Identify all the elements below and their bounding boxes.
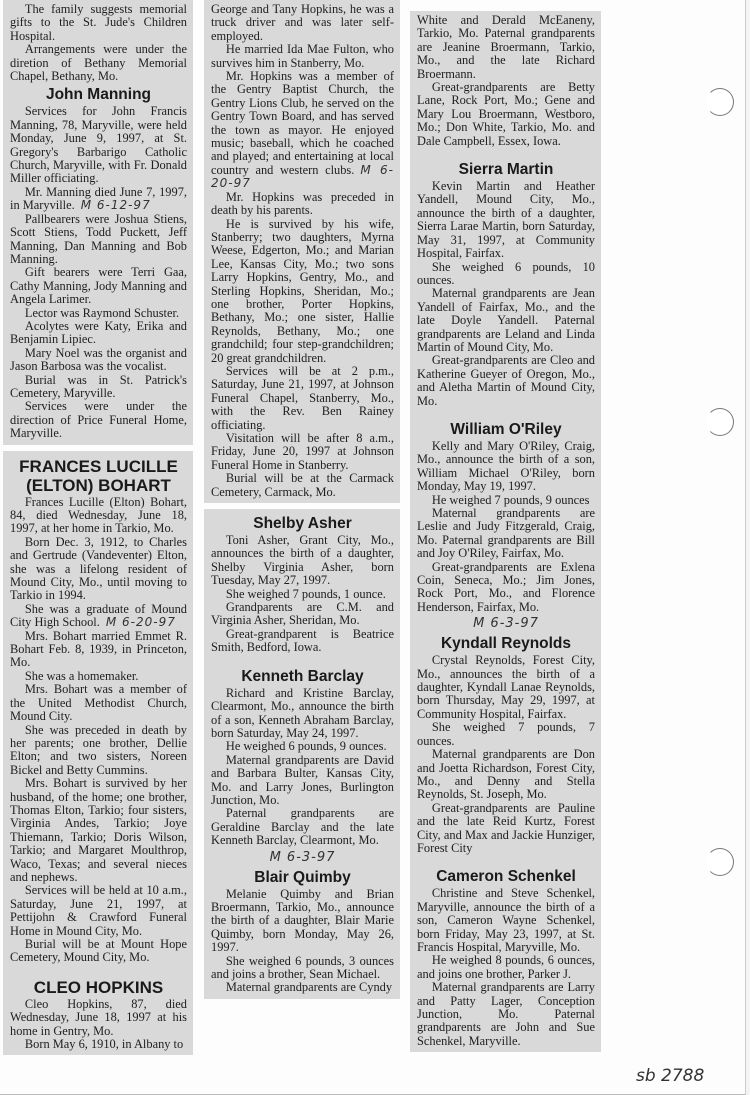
paragraph: [10, 938, 187, 965]
paragraph-text: Pallbearers were Joshua Stiens, Scott Stiens, Todd Puckett, Jeff Manning, Dan Manning and Bob Manning.: [10, 211, 187, 266]
paragraph: [417, 981, 595, 1048]
paragraph-text: She weighed 7 pounds, 7 ounces.: [417, 720, 595, 748]
paragraph: [211, 588, 394, 601]
paragraph: [417, 561, 595, 615]
paragraph: [417, 440, 595, 494]
paragraph-text: Maternal grandparents are Cyndy: [225, 980, 393, 995]
paragraph-text: Mary Noel was the organist and Jason Barbosa was the vocalist.: [10, 345, 187, 374]
paragraph-text: Kevin Martin and Heather Yandell, Mound City, Mo., announce the birth of a daughter, Sierra Larae Martin, born Saturday, May 31, 1997, at Community Hospital, Fairfax.: [417, 179, 595, 261]
paragraph-text: Visitation will be after 8 a.m., Friday, June 20, 1997 at Johnson Funeral Home in Stanberry.: [211, 431, 394, 472]
paragraph: [10, 998, 187, 1038]
paragraph: [417, 180, 595, 260]
paragraph: [10, 884, 187, 938]
paragraph: [10, 1038, 187, 1051]
paragraph: [211, 218, 394, 365]
paragraph-text: Burial will be at the Carmack Cemetery, Carmack, Mo.: [211, 471, 394, 499]
paragraph: [417, 354, 595, 408]
paragraph: [10, 213, 187, 267]
paragraph: [10, 630, 187, 670]
handwritten-date-note: M 6-3-97: [269, 849, 336, 865]
announcement-heading: Kyndall Reynolds: [440, 635, 572, 653]
paragraph: [10, 307, 187, 320]
paragraph-text: She was a homemaker.: [24, 668, 139, 683]
paragraph: [417, 721, 595, 748]
paragraph-text: Mrs. Bohart is survived by her husband, of the home; one brother, Thomas Elton, Tarkio; four sisters, Virginia Andes, Tarkio; Joye Thiemann, Tarkio; Doris Wilson, Tarkio; and Margaret Moulthrop, Waco, Texas; and several nieces and nephews.: [10, 776, 187, 884]
paragraph-text: Maternal grandparents are Don and Joetta Richardson, Forest City, Mo., and Denny and Stella Reynolds, St. Joseph, Mo.: [417, 747, 595, 802]
spacer: [211, 655, 394, 665]
paragraph-text: Arrangements were under the diretion of Bethany Memorial Chapel, Bethany, Mo.: [10, 42, 187, 84]
paragraph-text: He is survived by his wife, Stanberry; two daughters, Myrna Weese, Edgerton, Mo.; and Marian Lee, Kansas City, Mo.; two sons Larry Hopkins, Gentry, Mo., and Sterling Hopkins, Sheridan, Mo.; one brother, Porter Hopkins, Bethany, Mo.; one sister, Hallie Reynolds, Bethany, Mo.; one grandchild; four step-grandchildren; 20 great grandchildren.: [211, 216, 394, 365]
paragraph-text: Great-grandparents are Pauline and the late Reid Kurtz, Forest City, and Max and Jackie Hunziger, Forest City: [417, 800, 595, 855]
paragraph-text: Burial was in St. Patrick's Cemetery, Maryville.: [10, 372, 187, 400]
paragraph-text: George and Tany Hopkins, he was a truck driver and was later self-employed.: [211, 2, 394, 43]
paragraph-text: He weighed 7 pounds, 9 ounces: [431, 492, 590, 507]
paragraph-text: Cleo Hopkins, 87, died Wednesday, June 18, 1997 at his home in Gentry, Mo.: [10, 996, 187, 1038]
spacer: [10, 965, 187, 975]
paragraph: [417, 954, 595, 981]
announcement-heading: Cameron Schenkel: [436, 868, 576, 886]
paragraph-text: Richard and Kristine Barclay, Clearmont, Mo., announce the birth of a son, Kenneth Abraham Barclay, born Saturday, May 24, 1997.: [211, 685, 394, 740]
paragraph: [417, 261, 595, 288]
handwritten-date-note: M 6-3-97: [473, 616, 539, 632]
paragraph-text: He weighed 8 pounds, 6 ounces, and joins one brother, Parker J.: [417, 953, 595, 981]
clipping-births-asher-barclay-quimby: [204, 509, 400, 999]
paragraph-text: Services will be at 2 p.m., Saturday, June 21, 1997, at Johnson Funeral Chapel, Stanberry, Mo., with the Rev. Ben Rainey officiating.: [211, 363, 394, 432]
column-3: [410, 11, 601, 1052]
paragraph: [211, 472, 394, 499]
paragraph-text: Maternal grandparents are Larry and Patty Lager, Conception Junction, Mo. Paternal grandparents are John and Sue Schenkel, Maryville.: [417, 980, 595, 1048]
paragraph: [10, 777, 187, 884]
paragraph: [10, 603, 187, 630]
paragraph: [10, 186, 187, 213]
paragraph: [417, 507, 595, 561]
paragraph: [10, 374, 187, 401]
spacer: [417, 148, 595, 158]
paragraph: [211, 754, 394, 808]
paragraph: [10, 43, 187, 83]
punch-hole: [706, 408, 734, 436]
announcement-heading: Blair Quimby: [254, 868, 351, 886]
handwritten-date-note: M 6-20-97: [105, 615, 176, 630]
paragraph: [417, 887, 595, 954]
paragraph: [10, 683, 187, 723]
paragraph: [211, 43, 394, 70]
paragraph: [211, 981, 394, 994]
handwritten-date-note: M 6-20-97: [211, 162, 394, 191]
paragraph-text: Born May 6, 1910, in Albany to: [24, 1037, 184, 1052]
paragraph-text: Frances Lucille (Elton) Bohart, 84, died Wednesday, June 18, 1997, at her home in Tarkio, Mo.: [10, 494, 187, 536]
paragraph-text: Gift bearers were Terri Gaa, Cathy Manning, Jody Manning and Angela Larimer.: [10, 265, 187, 307]
paragraph: [10, 400, 187, 440]
paragraph-text: Services for John Francis Manning, 78, Maryville, were held Monday, June 9, 1997, at St. Gregory's Barbarigo Catholic Church, Maryville, with Fr. Donald Miller officiating.: [10, 104, 187, 186]
column-1: [3, 0, 193, 1055]
paragraph: [10, 670, 187, 683]
catalog-number: sb 2788: [636, 1066, 705, 1086]
paragraph-text: Lector was Raymond Schuster.: [24, 305, 180, 320]
paragraph-text: Maternal grandparents are Leslie and Judy Fitzgerald, Craig, Mo. Paternal grandparents are Bill and Joy O'Riley, Fairfax, Mo.: [417, 506, 595, 561]
paragraph-text: Toni Asher, Grant City, Mo., announces the birth of a daughter, Shelby Virginia Asher, born Tuesday, May 27, 1997.: [211, 533, 394, 588]
paragraph: [211, 365, 394, 432]
paragraph-text: Mr. Hopkins was a member of the Gentry Baptist Church, the Gentry Lions Club, he served on the Gentry Town Board, and has served the town as mayor. He enjoyed music; baseball, which he coached and played; and entertaining at local country and western clubs.: [211, 69, 394, 177]
paragraph: [10, 536, 187, 603]
paragraph-text: She was a graduate of Mound City High School.: [10, 601, 187, 630]
clipping-births-martin-oriley-reynolds-schenkel: [410, 11, 601, 1052]
announcement-heading: Sierra Martin: [458, 161, 554, 179]
paragraph-text: Great-grandparent is Beatrice Smith, Bedford, Iowa.: [211, 626, 394, 655]
punch-hole: [706, 848, 734, 876]
paragraph-text: Crystal Reynolds, Forest City, Mo., announces the birth of a daughter, Kyndall Lanae Reynolds, born Thursday, May 29, 1997, at Community Hospital, Fairfax.: [417, 653, 595, 721]
announcement-heading: Kenneth Barclay: [241, 667, 364, 685]
paragraph: [417, 287, 595, 354]
paragraph: [417, 802, 595, 856]
paragraph: [417, 494, 595, 507]
announcement-heading: William O'Riley: [450, 420, 562, 438]
paragraph-text: He weighed 6 pounds, 9 ounces.: [225, 739, 387, 754]
paragraph: [10, 266, 187, 306]
paragraph: [211, 534, 394, 588]
paragraph-text: She was preceded in death by her parents; one brother, Dellie Elton; and two sisters, Noreen Bickel and Betty Cummins.: [10, 722, 187, 777]
paragraph: [10, 320, 187, 347]
paragraph-text: She weighed 6 pounds, 10 ounces.: [417, 259, 595, 287]
paragraph-text: Burial will be at Mount Hope Cemetery, Mound City, Mo.: [10, 937, 187, 965]
paragraph: [211, 955, 394, 982]
paragraph: [211, 191, 394, 218]
paragraph: [417, 748, 595, 802]
paragraph-text: Great-grandparents are Cleo and Katherine Gueyer of Oregon, Mo., and Aletha Martin of Mound City, Mo.: [417, 353, 595, 408]
paragraph: [10, 3, 187, 43]
paragraph-text: Mrs. Bohart was a member of the United Methodist Church, Mound City.: [10, 682, 187, 724]
paragraph: [211, 70, 394, 191]
paragraph-text: The family suggests memorial gifts to the St. Jude's Children Hospital.: [10, 2, 187, 43]
paragraph-text: Great-grandparents are Betty Lane, Rock Port, Mo.; Gene and Mary Lou Broermann, Westboro, Mo.; Don White, Tarkio, Mo. and Dale Campbell, Essex, Iowa.: [417, 80, 595, 148]
paragraph: [211, 628, 394, 655]
paragraph-text: She weighed 7 pounds, 1 ounce.: [225, 586, 386, 601]
paragraph: [10, 347, 187, 374]
clipping-john-manning: [3, 0, 193, 445]
spacer: [417, 855, 595, 865]
paragraph: [417, 81, 595, 148]
paragraph-text: Paternal grandparents are Geraldine Barclay and the late Kenneth Barclay, Clearmont, Mo.: [211, 806, 394, 848]
paragraph-text: Acolytes were Katy, Erika and Benjamin Lipiec.: [10, 318, 187, 347]
paragraph: [211, 687, 394, 741]
paragraph: [211, 888, 394, 955]
paragraph: [10, 496, 187, 536]
paragraph: [211, 601, 394, 628]
paragraph-text: Mr. Hopkins was preceded in death by his parents.: [211, 189, 394, 218]
paragraph-text: Maternal grandparents are Jean Yandell of Fairfax, Mo., and the late Doyle Yandell. Paternal grandparents are Leland and Linda Martin of Mound City, Mo.: [417, 286, 595, 354]
paragraph-text: White and Derald McEaneny, Tarkio, Mo. Paternal grandparents are Jeanine Broermann, Tarkio, Mo., and the late Richard Broermann.: [417, 13, 595, 81]
paragraph: [211, 807, 394, 847]
paragraph-text: Born Dec. 3, 1912, to Charles and Gertrude (Vandeventer) Elton, she was a lifelong resident of Mound City, Mo., until moving to Tarkio in 1994.: [10, 534, 187, 603]
paragraph-text: Melanie Quimby and Brian Broermann, Tarkio, Mo., announce the birth of a daughter, Blair Marie Quimby, born Monday, May 26, 1997.: [211, 886, 394, 955]
spacer: [417, 408, 595, 418]
paragraph: [211, 740, 394, 753]
announcement-heading: Shelby Asher: [253, 515, 352, 533]
paragraph-text: Great-grandparents are Exlena Coin, Seneca, Mo.; Jim Jones, Rock Port, Mo., and Florence Henderson, Fairfax, Mo.: [417, 559, 595, 614]
handwritten-date-note: M 6-12-97: [80, 198, 151, 213]
announcement-heading: FRANCES LUCILLE (ELTON) BOHART: [19, 456, 178, 495]
paragraph-text: He married Ida Mae Fulton, who survives him in Stanberry, Mo.: [211, 42, 394, 70]
paragraph: [10, 724, 187, 778]
column-2: [204, 0, 400, 999]
paragraph-text: Mrs. Bohart married Emmet R. Bohart Feb. 8, 1939, in Princeton, Mo.: [10, 628, 187, 670]
paragraph: [211, 432, 394, 472]
announcement-heading: John Manning: [45, 86, 152, 104]
paragraph-text: Mr. Manning died June 7, 1997, in Maryville.: [10, 184, 187, 213]
paragraph: [211, 3, 394, 43]
paragraph-text: Kelly and Mary O'Riley, Craig, Mo., announce the birth of a son, William Michael O'Riley, born Monday, May 19, 1997.: [417, 438, 595, 494]
clipping-hopkins-continued: [204, 0, 400, 503]
paragraph-text: She weighed 6 pounds, 3 ounces and joins a brother, Sean Michael.: [211, 953, 394, 981]
paragraph: [417, 654, 595, 721]
paragraph-text: Grandparents are C.M. and Virginia Asher, Sheridan, Mo.: [211, 600, 394, 628]
paragraph-text: Christine and Steve Schenkel, Maryville, announce the birth of a son, Cameron Wayne Schenkel, born Friday, May 23, 1997, at St. Francis Hospital, Maryville, Mo.: [417, 886, 595, 954]
paragraph: [10, 105, 187, 185]
announcement-heading: CLEO HOPKINS: [33, 977, 164, 997]
punch-hole: [706, 88, 734, 116]
paragraph-text: Maternal grandparents are David and Barbara Bulter, Kansas City, Mo. and Larry Jones, Burlington Junction, Mo.: [211, 752, 394, 807]
paragraph: [417, 14, 595, 81]
paragraph-text: Services will be held at 10 a.m., Saturday, June 21, 1997, at Pettijohn & Crawford Funeral Home in Mound City, Mo.: [10, 883, 187, 938]
clipping-bohart-hopkins: [3, 451, 193, 1056]
paragraph-text: Services were under the direction of Price Funeral Home, Maryville.: [10, 399, 187, 441]
